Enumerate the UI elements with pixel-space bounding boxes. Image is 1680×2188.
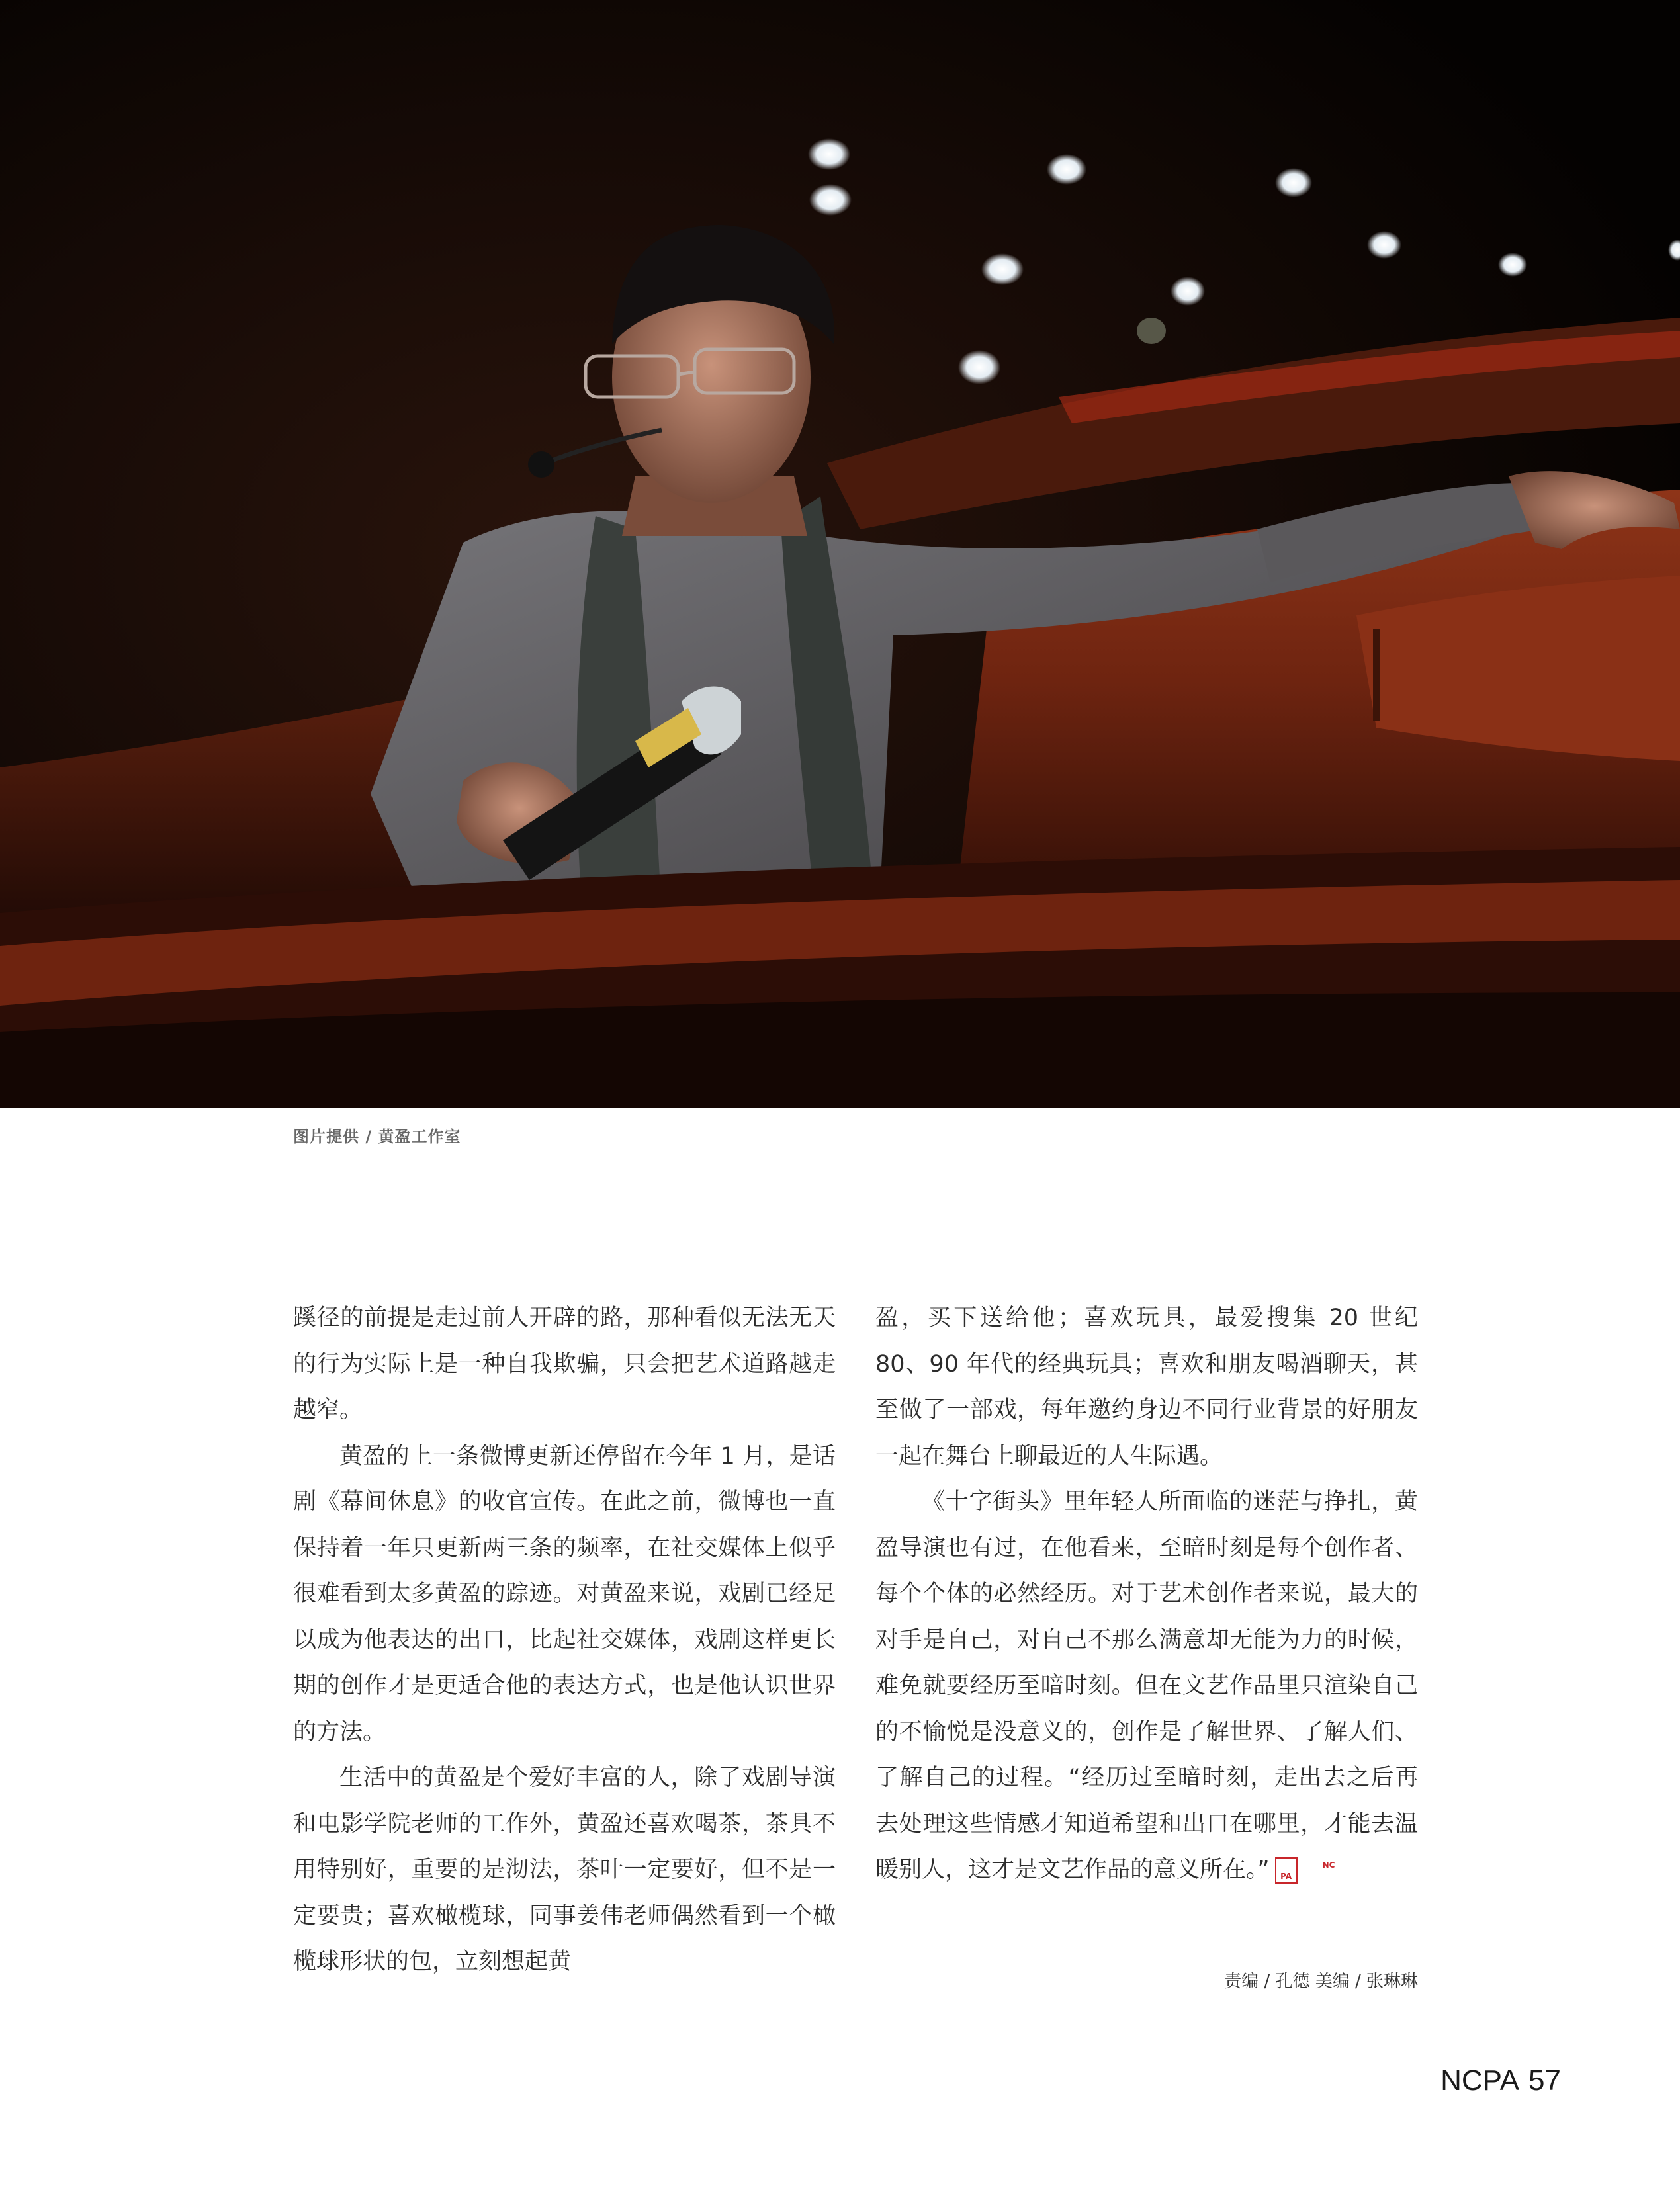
photo-credit: 图片提供 / 黄盈工作室: [293, 1127, 461, 1146]
paragraph-text: 《十字街头》里年轻人所面临的迷茫与挣扎，黄盈导演也有过，在他看来，至暗时刻是每个创作者、每个个体的必然经历。对于艺术创作者来说，最大的对手是自己，对自己不那么满意却无能为力的时候，难免就要经历至暗时刻。但在文艺作品里只渲染自己的不愉悦是没意义的，创作是了解世界、了解人们、了解自己的过程。“经历过至暗时刻，走出去之后再去处理这些情感才知道希望和出口在哪里，才能去温暖别人，这才是文艺作品的意义所在。”: [875, 1489, 1418, 1883]
page-folio: [1440, 2064, 1561, 2097]
paragraph: 盈，买下送给他；喜欢玩具，最爱搜集 20 世纪 80、90 年代的经典玩具；喜欢和朋友喝酒聊天，甚至做了一部戏，每年邀约身边不同行业背景的好朋友一起在舞台上聊最近的人生际遇。: [875, 1305, 1418, 1469]
paragraph-final: [875, 1479, 1418, 1894]
article-column-right: [875, 1295, 1418, 1894]
paragraph: 生活中的黄盈是个爱好丰富的人，除了戏剧导演和电影学院老师的工作外，黄盈还喜欢喝茶，茶具不用特别好，重要的是沏法，茶叶一定要好，但不是一定要贵；喜欢橄榄球，同事姜伟老师偶然看到一个橄榄球形状的包，立刻想起黄: [293, 1765, 836, 1975]
paragraph: 黄盈的上一条微博更新还停留在今年 1 月，是话剧《幕间休息》的收官宣传。在此之前，微博也一直保持着一年只更新两三条的频率，在社交媒体上似乎很难看到太多黄盈的踪迹。对黄盈来说，戏剧已经足以成为他表达的出口，比起社交媒体，戏剧这样更长期的创作才是更适合他的表达方式，也是他认识世界的方法。: [293, 1442, 836, 1745]
article-column-left: [293, 1295, 836, 1986]
ncpa-seal-icon: NC PA: [1275, 1857, 1298, 1884]
page-number: 57: [1528, 2064, 1561, 2097]
magazine-name: NCPA: [1440, 2064, 1520, 2097]
paragraph: 蹊径的前提是走过前人开辟的路，那种看似无法无天的行为实际上是一种自我欺骗，只会把艺术道路越走越窄。: [293, 1305, 836, 1423]
editor-credits: 责编 / 孔德 美编 / 张琳琳: [1224, 1972, 1418, 1991]
